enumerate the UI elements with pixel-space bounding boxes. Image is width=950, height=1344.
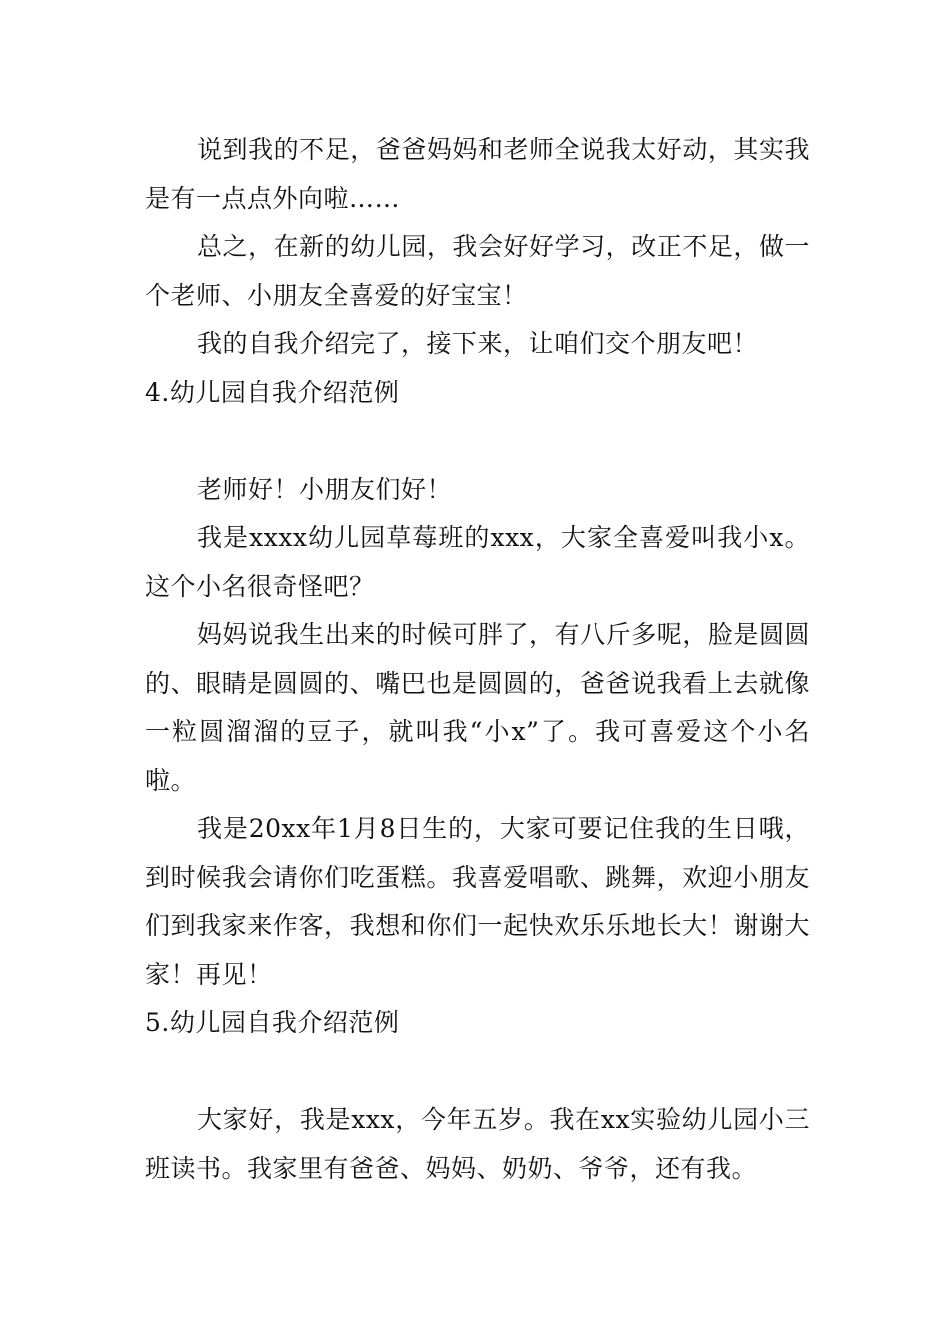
paragraph-family: 大家好，我是xxx，今年五岁。我在xx实验幼儿园小三班读书。我家里有爸爸、妈妈、奶奶、爷爷，还有我。 — [145, 1105, 810, 1183]
section-heading-5: 5.幼儿园自我介绍范例 — [145, 1008, 400, 1037]
section-heading-4: 4.幼儿园自我介绍范例 — [145, 377, 400, 407]
paragraph-birthday: 我是20xx年1月8日生的，大家可要记住我的生日哦，到时候我会请你们吃蛋糕。我喜爱唱歌、跳舞，欢迎小朋友们到我家来作客，我想和你们一起快欢乐乐地长大！谢谢大家！再见！ — [145, 814, 810, 989]
paragraph-closing: 我的自我介绍完了，接下来，让咱们交个朋友吧！ — [197, 329, 759, 358]
section-spacer — [145, 1048, 810, 1097]
section-spacer — [145, 417, 810, 466]
paragraph-introduction: 我是xxxx幼儿园草莓班的xxx，大家全喜爱叫我小x。这个小名很奇怪吧？ — [145, 523, 810, 601]
paragraph-nickname-story: 妈妈说我生出来的时候可胖了，有八斤多呢，脸是圆圆的、眼睛是圆圆的、嘴巴也是圆圆的，爸爸说我看上去就像一粒圆溜溜的豆子，就叫我“小x”了。我可喜爱这个小名啦。 — [145, 620, 810, 795]
document-body — [145, 126, 810, 1193]
paragraph-greeting: 老师好！小朋友们好！ — [197, 474, 453, 504]
paragraph-conclusion: 总之，在新的幼儿园，我会好好学习，改正不足，做一个老师、小朋友全喜爱的好宝宝！ — [145, 232, 810, 310]
paragraph-shortcomings: 说到我的不足，爸爸妈妈和老师全说我太好动，其实我是有一点点外向啦…… — [145, 135, 810, 213]
